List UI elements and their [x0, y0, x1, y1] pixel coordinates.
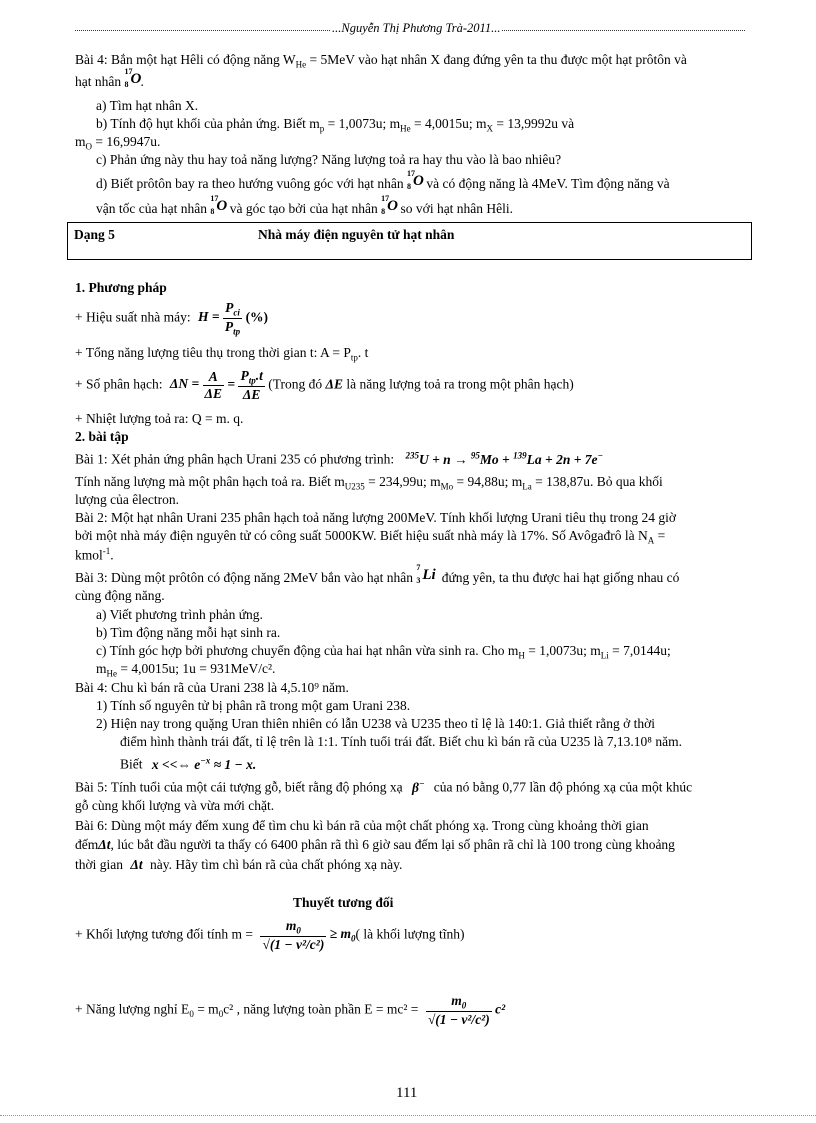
- relativity-title: Thuyết tương đối: [293, 895, 394, 910]
- bai4-d1: d) Biết prôtôn bay ra theo hướng vuông góc với hạt nhân 17 8 O và có động năng là 4MeV. Tìm động năng và: [96, 169, 670, 191]
- bai4-b: b) Tính độ hụt khối của phản ứng. Biết $m_p = 1,0073u$; $m_{He} = 4,0015u$; $m_X = 13,9992u$ và: [96, 116, 575, 134]
- footer-rule: [0, 1115, 816, 1116]
- ex3-line1: Bài 3: Dùng một prôtôn có động năng 2MeV bắn vào hạt nhân 7 3 Li đứng yên, ta thu được hai hạt giống nhau có: [75, 563, 680, 585]
- section-box: [67, 222, 752, 260]
- header-rule-left: [75, 30, 330, 31]
- ex4-item1: 1) Tính số nguyên tử bị phân rã trong một gam Urani 238.: [96, 698, 411, 713]
- ex2-line3: kmol$^{-1}$.: [75, 546, 114, 563]
- ex3-c-cont: $m_{He} = 4,0015u$; 1u = 931MeV/c².: [96, 661, 276, 679]
- ex1-line3: lượng của êlectron.: [75, 492, 180, 507]
- energy-line: + Tổng năng lượng tiêu thụ trong thời gian t: $A = P_{tp}$. t: [75, 345, 369, 363]
- oxygen-nucleus: 17 8 O: [381, 194, 399, 216]
- ex5-line2: gỗ cùng khối lượng và vừa mới chặt.: [75, 798, 275, 813]
- ex6-line2: đếmΔt, lúc bắt đầu người ta thấy có 6400 phân rã thì 6 giờ sau đếm lại số phân rã chỉ là 100 trong cùng khoảng: [75, 837, 675, 852]
- relativistic-mass: + Khối lượng tương đối tính m = $\frac{m_0}{\text{√(1 − v²/c²)}}$ ≥ $m_0$( là khối lượng tĩnh): [75, 918, 465, 952]
- fission-equation: $^{235}$U + n → $^{95}$Mo + $^{139}$La + 2n + 7e−: [405, 450, 603, 467]
- ex1-line1: Bài 1: Xét phản ứng phân hạch Urani 235 có phương trình: $^{235}$U + n → $^{95}$Mo + $^{139}$La + 2n + 7e−: [75, 450, 603, 467]
- oxygen-nucleus: 17 8 O: [124, 67, 142, 89]
- section-title: Nhà máy điện nguyên tử hạt nhân: [258, 227, 455, 242]
- ex6-line1: Bài 6: Dùng một máy đếm xung để tìm chu kì bán rã của một chất phóng xạ. Trong cùng khoảng thời gian: [75, 818, 649, 833]
- ex2-line1: Bài 2: Một hạt nhân Urani 235 phân hạch toả năng lượng 200MeV. Tính khối lượng Urani tiêu thụ trong 24 giờ: [75, 510, 676, 525]
- lithium-nucleus: 7 3 Li: [416, 563, 436, 585]
- method-title: 1. Phương pháp: [75, 280, 167, 295]
- ex3-c: c) Tính góc hợp bởi phương chuyển động của hai hạt nhân vừa sinh ra. Cho $m_H = 1,0073u$; $m_{Li} = 7,0144u$;: [96, 643, 671, 661]
- fission-formula: + Số phân hạch: ΔN = $\frac{A}{\Delta E}$ = $\frac{P_{tp}.t}{\Delta E}$ (Trong đó ΔE là năng lượng toả ra trong một phân hạch): [75, 368, 574, 402]
- ex5-line1: Bài 5: Tính tuổi của một cái tượng gỗ, biết rằng độ phóng xạ β− của nó bằng 0,77 lần độ phóng xạ của một khúc: [75, 778, 693, 795]
- ex3-b: b) Tìm động năng mỗi hạt sinh ra.: [96, 625, 281, 640]
- ex4-item2: 2) Hiện nay trong quặng Uran thiên nhiên có lẫn U238 và U235 theo tỉ lệ là 140:1. Giả thiết rằng ở thời: [96, 716, 656, 731]
- ex4-item2-cont: điểm hình thành trái đất, tỉ lệ trên là 1:1. Tính tuổi trái đất. Biết chu kì bán rã của U235 là 7,13.10⁸ năm.: [120, 734, 682, 749]
- ex2-line2: bởi một nhà máy điện nguyên tử có công suất 5000KW. Biết hiệu suất nhà máy là 17%. Số Avôgađrô là $N_A$ =: [75, 528, 666, 546]
- page-number: 111: [396, 1085, 418, 1101]
- bai4-d2: vận tốc của hạt nhân 17 8 O và góc tạo bởi của hạt nhân 17 8 O so với hạt nhân Hêli.: [96, 194, 514, 216]
- ex4-line1: Bài 4: Chu kì bán rã của Urani 238 là 4,5.10⁹ năm.: [75, 680, 349, 695]
- header-rule-right: [495, 30, 745, 31]
- oxygen-nucleus: 17 8 O: [407, 169, 424, 191]
- bai4-c: c) Phản ứng này thu hay toả năng lượng? Năng lượng toả ra hay thu vào là bao nhiêu?: [96, 152, 562, 167]
- heat-line: + Nhiệt lượng toả ra: Q = m. q.: [75, 411, 244, 426]
- bai4-a: a) Tìm hạt nhân X.: [96, 98, 199, 113]
- ex3-a: a) Viết phương trình phản ứng.: [96, 607, 263, 622]
- efficiency-formula: + Hiệu suất nhà máy: H = $\frac{P_{ci}}{P_{tp}}$ (%): [75, 300, 269, 337]
- section-label: Dạng 5: [74, 227, 115, 242]
- header-author: ...Nguyễn Thị Phương Trà-2011...: [332, 21, 501, 35]
- bai4-line2: hạt nhân 17 8 O .: [75, 67, 144, 89]
- oxygen-nucleus: 17 8 O: [210, 194, 228, 216]
- rest-energy: + Năng lượng nghỉ $E_0 = m_0c^2$ , năng lượng toàn phần E = mc² = $\frac{m_0}{\text{√(1 − v²/c²)}}$ c²: [75, 993, 506, 1027]
- bai4-line1: Bài 4: Bắn một hạt Hêli có động năng $W_{He} = 5MeV$ vào hạt nhân X đang đứng yên ta thu được một hạt prôtôn và: [75, 52, 687, 70]
- ex3-line2: cùng động năng.: [75, 588, 165, 603]
- bai4-b-cont: $m_O = 16,9947u$.: [75, 134, 161, 152]
- ex6-line3: thời gian Δt này. Hãy tìm chì bán rã của chất phóng xạ này.: [75, 857, 403, 872]
- ex4-item2-hint: Biết x <<⇔ $e^{-x} \approx 1 - x$.: [120, 755, 257, 772]
- exercises-title: 2. bài tập: [75, 429, 129, 444]
- ex1-line2: Tính năng lượng mà một phân hạch toả ra. Biết $m_{U235} = 234,99u$; $m_{Mo} = 94,88u$; $m_{La} = 138,87u$. Bỏ qua khối: [75, 474, 663, 492]
